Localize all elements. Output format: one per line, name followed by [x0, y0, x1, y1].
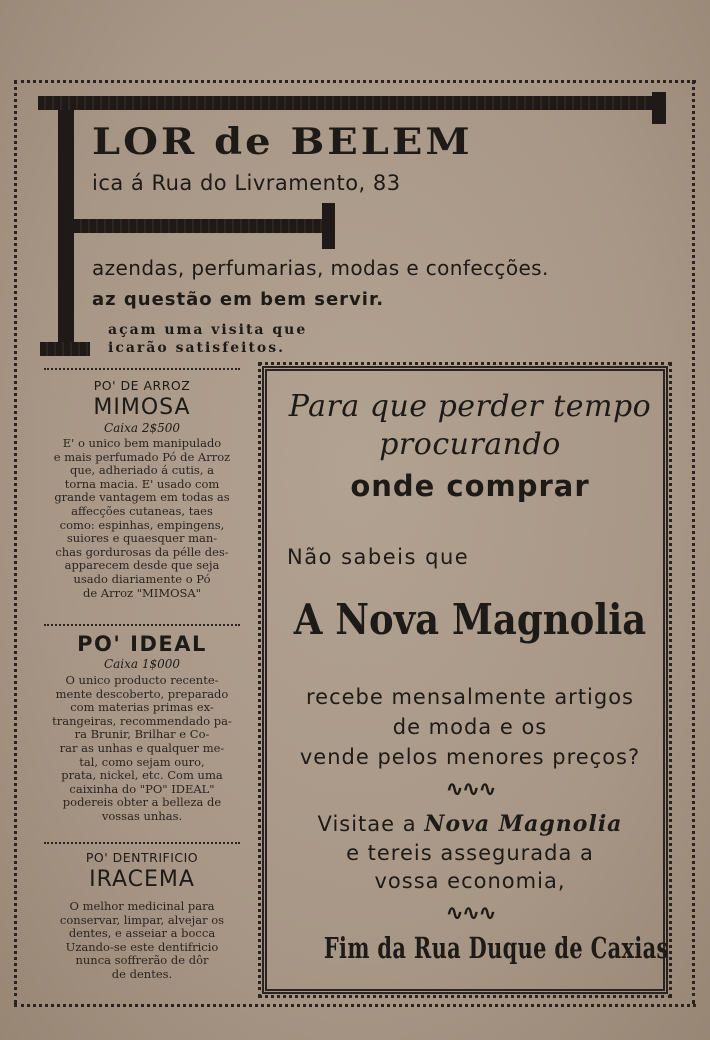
- ad-line-perder-tempo: Para que perder tempo: [288, 389, 652, 424]
- description-line: como: espinhas, empingens,: [59, 517, 225, 532]
- product-description: [38, 900, 246, 982]
- nova-magnolia-advertisement: [262, 366, 668, 994]
- ad-line-visitae: [267, 811, 673, 837]
- frame-left-border: [14, 80, 17, 1004]
- product-iracema: [38, 850, 246, 982]
- description-line: caixinha do "PO" IDEAL": [69, 781, 215, 796]
- description-line: podereis obter a belleza de: [62, 795, 222, 810]
- product-price: Caixa 1$000: [103, 657, 181, 671]
- ad-location: Fim da Rua Duque de Caxias: [323, 931, 669, 965]
- store-service: az questão em bem servir.: [92, 289, 385, 310]
- product-description: [38, 437, 246, 600]
- description-line: prata, nickel, etc. Com uma: [61, 768, 223, 783]
- product-po-ideal: [38, 632, 246, 824]
- ad-store-name: A Nova Magnolia: [293, 595, 647, 644]
- description-line: affecções cutaneas, taes: [71, 503, 213, 518]
- ad-line-tereis: e tereis assegurada a: [346, 841, 594, 865]
- letter-f-stem: [58, 110, 74, 342]
- description-line: trangeiras, recommendado pa-: [52, 713, 232, 728]
- ad-line-procurando: procurando: [379, 427, 561, 462]
- product-mimosa: [38, 378, 246, 600]
- description-line: grande vantagem em todas as: [54, 490, 230, 505]
- description-line: mente descoberto, preparado: [55, 686, 229, 701]
- letter-f-foot: [40, 342, 90, 356]
- store-products: azendas, perfumarias, modas e confecções.: [92, 256, 549, 280]
- visit-invite-line1: açam uma visita que: [108, 322, 308, 338]
- column-divider: [44, 842, 240, 844]
- ad-line-nao-sabeis: Não sabeis que: [287, 545, 470, 569]
- product-caption: PO' DE ARROZ: [93, 378, 191, 393]
- visit-brand: Nova Magnolia: [424, 811, 623, 837]
- column-divider: [44, 368, 240, 370]
- store-headline: LOR de BELEM: [92, 119, 473, 164]
- frame-top-border: [14, 80, 696, 83]
- frame-bottom-border: [14, 1004, 696, 1007]
- letter-f-middle-bar: [74, 219, 328, 233]
- description-line: rar as unhas e qualquer me-: [59, 740, 225, 755]
- description-line: com materias primas ex-: [70, 700, 214, 715]
- description-line: nunca soffrerão de dôr: [75, 953, 209, 968]
- product-description: [38, 674, 246, 824]
- visit-invite-line2: icarão satisfeitos.: [108, 340, 286, 356]
- description-line: E' o unico bem manipulado: [62, 436, 222, 450]
- description-line: Uzando-se este dentifricio: [65, 939, 219, 954]
- wave-ornament-icon: ∿∿∿: [445, 777, 495, 802]
- description-line: dentes, e asseiar a bocca: [68, 926, 216, 941]
- description-line: tal, como sejam ouro,: [79, 754, 205, 769]
- description-line: O melhor medicinal para: [69, 899, 215, 913]
- column-divider: [44, 624, 240, 626]
- description-line: apparecem desde que seja: [64, 558, 220, 573]
- frame-right-border: [692, 80, 695, 1004]
- wave-ornament-icon: ∿∿∿: [445, 901, 495, 926]
- store-address: ica á Rua do Livramento, 83: [92, 171, 401, 195]
- letter-f-middle-bar-end: [322, 203, 335, 249]
- visit-prefix: Visitae a: [317, 812, 417, 836]
- description-line: ra Brunir, Brilhar e Co-: [74, 727, 210, 742]
- product-price: Caixa 2$500: [103, 421, 181, 435]
- description-line: suiores e quaesquer man-: [66, 531, 218, 546]
- ad-line-onde-comprar: onde comprar: [350, 469, 590, 503]
- ad-line-recebe: recebe mensalmente artigos: [305, 685, 635, 709]
- description-line: torna macia. E' usado com: [64, 476, 220, 491]
- product-name: MIMOSA: [93, 395, 191, 420]
- ad-line-vende: vende pelos menores preços?: [299, 745, 641, 769]
- product-caption: PO' DENTRIFICIO: [85, 850, 199, 865]
- description-line: O unico producto recente-: [65, 673, 219, 687]
- description-line: e mais perfumado Pó de Arroz: [53, 449, 231, 464]
- ad-line-economia: vossa economia,: [374, 869, 566, 893]
- letter-f-top-bar: [38, 96, 666, 110]
- description-line: vossas unhas.: [101, 808, 183, 823]
- description-line: chas gordurosas da pélle des-: [55, 544, 229, 559]
- description-line: que, adheriado á cutis, a: [69, 463, 214, 478]
- product-name: PO' IDEAL: [77, 632, 207, 656]
- product-name: IRACEMA: [89, 867, 195, 892]
- ad-line-de-moda: de moda e os: [392, 715, 548, 739]
- description-line: conservar, limpar, alvejar os: [59, 912, 225, 927]
- description-line: de dentes.: [111, 966, 173, 981]
- description-line: usado diariamente o Pó: [73, 571, 211, 586]
- description-line: de Arroz "MIMOSA": [82, 585, 202, 600]
- letter-f-top-bar-end: [652, 92, 666, 124]
